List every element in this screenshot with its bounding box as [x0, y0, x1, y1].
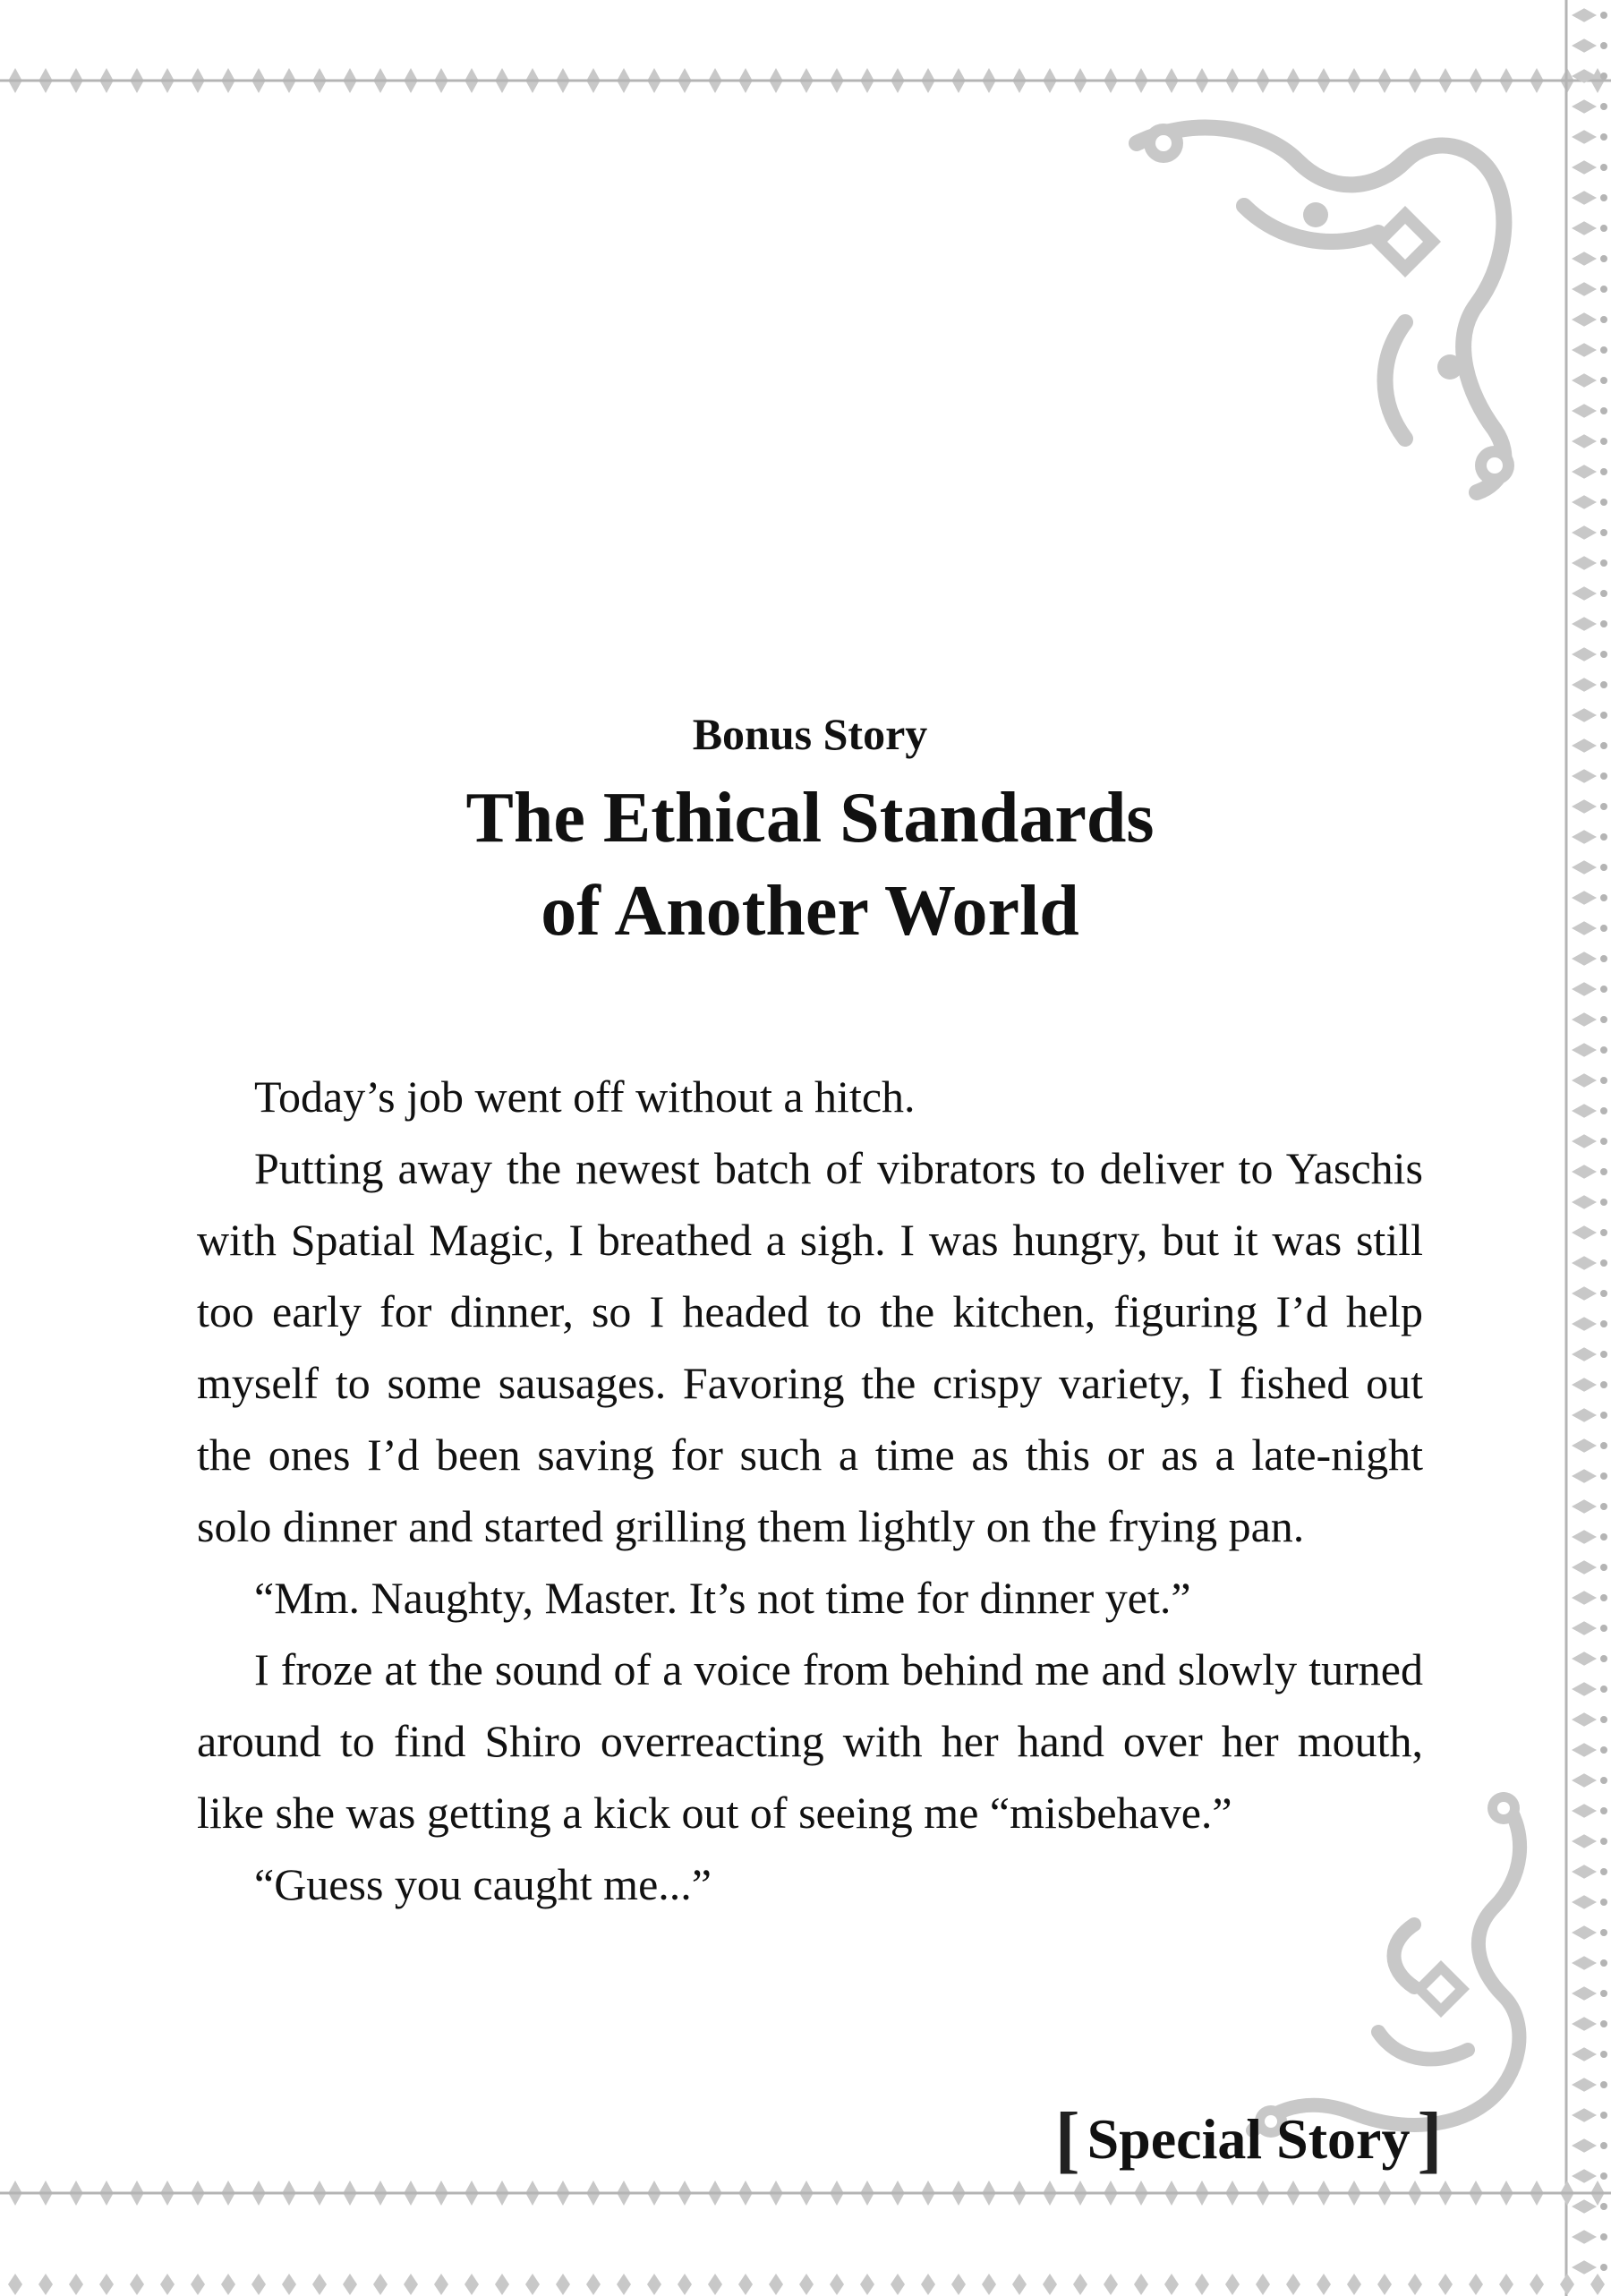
left-bracket-icon: [ — [1054, 2097, 1080, 2181]
border-dot — [1600, 103, 1607, 110]
border-dot — [1600, 2112, 1607, 2119]
border-dot — [1600, 407, 1607, 414]
border-diamond — [1572, 891, 1597, 904]
border-diamond — [830, 2274, 844, 2295]
border-diamond — [525, 2274, 540, 2295]
story-title-line-1: The Ethical Standards — [465, 779, 1155, 858]
border-diamond — [1572, 1256, 1597, 1269]
border-dot — [1600, 1442, 1607, 1449]
border-diamond — [1572, 860, 1597, 874]
border-dot — [1600, 559, 1607, 567]
border-diamond — [1572, 1804, 1597, 1817]
border-diamond — [891, 2274, 905, 2295]
border-dot — [1600, 1320, 1607, 1327]
border-diamond — [1572, 1560, 1597, 1574]
border-diamond — [1438, 2274, 1453, 2295]
border-diamond — [1572, 160, 1597, 174]
border-diamond — [1572, 1286, 1597, 1300]
border-diamond — [1530, 2274, 1544, 2295]
border-diamond — [1572, 1865, 1597, 1878]
border-dot — [1600, 1807, 1607, 1814]
border-diamond — [1572, 252, 1597, 265]
border-dot — [1600, 1199, 1607, 1206]
border-dot — [1600, 986, 1607, 993]
border-diamond — [8, 2274, 22, 2295]
border-dot — [1600, 225, 1607, 232]
border-dot — [1600, 346, 1607, 354]
border-diamond — [495, 2274, 509, 2295]
border-dot — [1600, 42, 1607, 49]
border-diamond — [647, 2274, 661, 2295]
border-dot — [1600, 1138, 1607, 1145]
border-diamond — [1286, 2274, 1300, 2295]
border-diamond — [1572, 1591, 1597, 1604]
border-diamond — [1572, 982, 1597, 995]
border-diamond — [1469, 2274, 1483, 2295]
paragraph: I froze at the sound of a voice from behind me and slowly turned around to find Shiro overreacting with her hand over her mouth, like she was getting a kick out of seeing me “misbehave.” — [197, 1644, 1423, 1838]
border-diamond — [130, 2274, 144, 2295]
border-dot — [1600, 1381, 1607, 1388]
border-dot — [1600, 1990, 1607, 1997]
border-dot — [1600, 1290, 1607, 1297]
border-diamond — [1499, 2274, 1513, 2295]
border-diamond — [1572, 1317, 1597, 1330]
border-diamond — [1590, 2274, 1605, 2295]
border-dot — [1600, 438, 1607, 445]
border-dot — [1600, 1564, 1607, 1571]
corner-flourish-top-right — [1110, 107, 1539, 501]
border-diamond — [282, 2274, 296, 2295]
border-diamond — [1164, 2274, 1179, 2295]
border-dot — [1600, 620, 1607, 627]
border-diamond — [799, 2274, 814, 2295]
border-dot — [1600, 955, 1607, 962]
border-dot — [1600, 1686, 1607, 1693]
border-dot — [1600, 12, 1607, 19]
story-body — [197, 1061, 1423, 1920]
paragraph: “Mm. Naughty, Master. It’s not time for dinner yet.” — [254, 1573, 1191, 1623]
border-diamond — [1572, 2108, 1597, 2121]
story-title-line-2: of Another World — [541, 872, 1079, 951]
border-dot — [1600, 1899, 1607, 1906]
border-diamond — [1572, 1225, 1597, 1239]
border-diamond — [1572, 1712, 1597, 1726]
border-dot — [1600, 1229, 1607, 1236]
border-dot — [1600, 1655, 1607, 1662]
border-diamond — [404, 2274, 418, 2295]
border-dot — [1600, 742, 1607, 749]
border-diamond — [1572, 465, 1597, 478]
border-diamond — [1377, 2274, 1392, 2295]
border-diamond — [1572, 8, 1597, 21]
border-diamond — [1195, 2274, 1209, 2295]
border-diamond — [99, 2274, 114, 2295]
border-diamond — [1572, 586, 1597, 600]
border-diamond — [860, 2274, 874, 2295]
border-dot — [1600, 164, 1607, 171]
border-dot — [1600, 1412, 1607, 1419]
border-diamond — [1572, 1165, 1597, 1178]
border-dot — [1600, 2051, 1607, 2058]
border-diamond — [1572, 1773, 1597, 1787]
border-diamond — [465, 2274, 479, 2295]
border-dot — [1600, 1777, 1607, 1784]
border-diamond — [1572, 647, 1597, 661]
border-dot — [1600, 681, 1607, 688]
border-diamond — [160, 2274, 175, 2295]
border-dot — [1600, 1472, 1607, 1480]
border-dot — [1600, 73, 1607, 80]
border-diamond — [1572, 1438, 1597, 1452]
border-dot — [1600, 803, 1607, 810]
border-diamond — [1572, 1834, 1597, 1848]
border-dot — [1600, 1838, 1607, 1845]
border-dot — [1600, 255, 1607, 262]
border-diamond — [1572, 525, 1597, 539]
border-dot — [1600, 925, 1607, 932]
border-dot — [1600, 772, 1607, 780]
border-diamond — [1572, 1134, 1597, 1148]
bonus-story-kicker: Bonus Story — [692, 709, 928, 759]
border-dot — [1600, 1077, 1607, 1084]
border-dot — [1600, 1959, 1607, 1967]
border-diamond — [1572, 99, 1597, 113]
border-dot — [1600, 1016, 1607, 1023]
border-diamond — [1572, 769, 1597, 782]
border-diamond — [373, 2274, 388, 2295]
border-dot — [1600, 377, 1607, 384]
border-diamond — [1572, 1530, 1597, 1543]
paragraph: Putting away the newest batch of vibrators to deliver to Yaschis with Spatial Magic, I breathed a sigh. I was hungry, but it was still too early for dinner, so I headed to the kitchen, figuring I’d help myself to some sausages. Favoring the crispy variety, I fished out the ones I’d been saving for such a time as this or as a late-night solo dinner and started grilling them lightly on the frying pan. — [197, 1143, 1423, 1551]
border-diamond — [1572, 708, 1597, 721]
border-dot — [1600, 1107, 1607, 1114]
border-dot — [1600, 316, 1607, 323]
border-diamond — [586, 2274, 601, 2295]
border-diamond — [1347, 2274, 1361, 2295]
border-dot — [1600, 133, 1607, 141]
border-diamond — [1572, 1469, 1597, 1482]
border-dot — [1600, 1929, 1607, 1936]
border-diamond — [738, 2274, 753, 2295]
border-dot — [1600, 1746, 1607, 1754]
border-diamond — [434, 2274, 448, 2295]
border-diamond — [951, 2274, 966, 2295]
border-dot — [1600, 1625, 1607, 1632]
decorative-border-right — [1557, 0, 1611, 2296]
border-diamond — [1572, 1925, 1597, 1939]
border-diamond — [1572, 1895, 1597, 1908]
border-diamond — [1572, 343, 1597, 356]
paragraph: “Guess you caught me...” — [254, 1859, 712, 1909]
border-diamond — [1408, 2274, 1422, 2295]
border-diamond — [1572, 495, 1597, 508]
border-diamond — [1572, 799, 1597, 813]
border-diamond — [312, 2274, 327, 2295]
border-diamond — [1572, 1347, 1597, 1361]
border-diamond — [1572, 1104, 1597, 1117]
border-diamond — [1073, 2274, 1087, 2295]
border-diamond — [617, 2274, 631, 2295]
border-diamond — [1572, 434, 1597, 448]
decorative-border-top — [0, 0, 1611, 107]
border-diamond — [921, 2274, 935, 2295]
border-dot — [1600, 651, 1607, 658]
border-diamond — [982, 2274, 996, 2295]
border-diamond — [1572, 1986, 1597, 2000]
border-diamond — [1572, 1012, 1597, 1026]
border-diamond — [1572, 38, 1597, 52]
border-diamond — [556, 2274, 570, 2295]
border-dot — [1600, 1259, 1607, 1267]
border-diamond — [1572, 1743, 1597, 1756]
border-diamond — [1572, 373, 1597, 387]
border-diamond — [1012, 2274, 1027, 2295]
border-diamond — [1572, 1621, 1597, 1635]
border-dot — [1600, 1046, 1607, 1054]
border-dot — [1600, 468, 1607, 475]
border-diamond — [221, 2274, 235, 2295]
border-diamond — [1572, 221, 1597, 235]
border-diamond — [1572, 1499, 1597, 1513]
border-dot — [1600, 1868, 1607, 1875]
border-diamond — [1225, 2274, 1240, 2295]
border-dot — [1600, 833, 1607, 841]
border-dot — [1600, 894, 1607, 901]
border-dot — [1600, 712, 1607, 719]
border-diamond — [1572, 556, 1597, 569]
border-diamond — [1043, 2274, 1057, 2295]
border-diamond — [1572, 2078, 1597, 2091]
border-diamond — [1572, 1043, 1597, 1056]
special-story-tag — [1016, 2099, 1481, 2180]
special-story-label: Special Story — [1087, 2107, 1411, 2171]
border-diamond — [1572, 678, 1597, 691]
border-diamond — [1134, 2274, 1148, 2295]
paragraph: Today’s job went off without a hitch. — [254, 1071, 916, 1122]
border-diamond — [1572, 830, 1597, 843]
border-diamond — [1572, 312, 1597, 326]
border-dot — [1600, 194, 1607, 201]
border-diamond — [1572, 282, 1597, 295]
border-diamond — [191, 2274, 205, 2295]
border-diamond — [251, 2274, 266, 2295]
border-diamond — [1256, 2274, 1270, 2295]
border-dot — [1600, 590, 1607, 597]
border-diamond — [1572, 738, 1597, 752]
border-diamond — [1572, 617, 1597, 630]
border-dot — [1600, 1533, 1607, 1541]
border-diamond — [1572, 69, 1597, 82]
border-diamond — [1572, 1378, 1597, 1391]
story-heading — [197, 707, 1423, 958]
border-dot — [1600, 1351, 1607, 1358]
border-diamond — [1104, 2274, 1118, 2295]
border-diamond — [1317, 2274, 1331, 2295]
border-diamond — [1572, 1408, 1597, 1421]
border-diamond — [69, 2274, 83, 2295]
border-diamond — [1572, 1073, 1597, 1087]
border-diamond — [1560, 2274, 1574, 2295]
border-dot — [1600, 2020, 1607, 2027]
border-diamond — [1572, 921, 1597, 935]
border-diamond — [38, 2274, 53, 2295]
border-diamond — [1572, 191, 1597, 204]
border-diamond — [708, 2274, 722, 2295]
border-diamond — [1572, 1682, 1597, 1695]
border-diamond — [1572, 404, 1597, 417]
border-dot — [1600, 286, 1607, 293]
border-diamond — [678, 2274, 692, 2295]
border-dot — [1600, 1168, 1607, 1175]
border-dot — [1600, 1503, 1607, 1510]
border-dot — [1600, 529, 1607, 536]
border-diamond — [1572, 130, 1597, 143]
border-diamond — [1572, 2047, 1597, 2061]
border-diamond — [1572, 1652, 1597, 1665]
border-diamond — [343, 2274, 357, 2295]
border-dot — [1600, 2081, 1607, 2088]
border-diamond — [769, 2274, 783, 2295]
border-dot — [1600, 1716, 1607, 1723]
border-diamond — [1572, 952, 1597, 965]
border-dot — [1600, 1594, 1607, 1601]
border-diamond — [1572, 1195, 1597, 1208]
border-dot — [1600, 864, 1607, 871]
border-dot — [1600, 499, 1607, 506]
border-diamond — [1572, 2017, 1597, 2030]
right-bracket-icon: ] — [1417, 2097, 1443, 2181]
border-diamond — [1572, 1956, 1597, 1969]
